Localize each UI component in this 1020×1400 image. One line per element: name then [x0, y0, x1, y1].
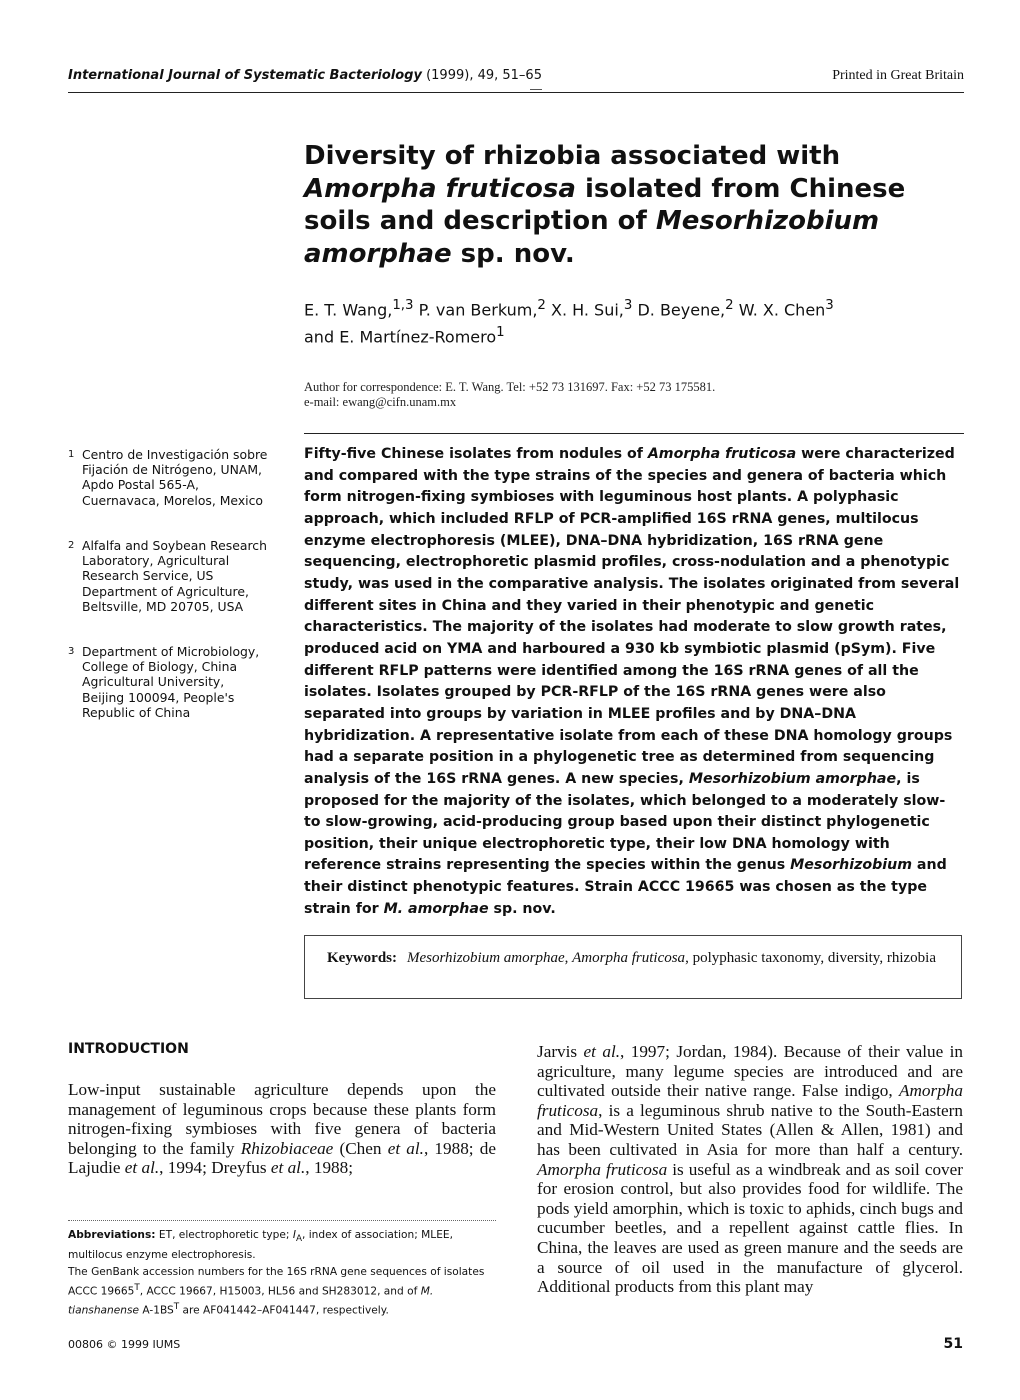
affiliation-3 — [68, 644, 268, 720]
body-text: (Chen — [333, 1138, 388, 1158]
affiliation-text: Department of Microbiology, College of Biology, China Agricultural University, Beijing 100094, People's Republic of China — [82, 644, 260, 720]
footnote-text: are AF041442–AF041447, respectively. — [179, 1304, 389, 1317]
journal-citation — [68, 68, 542, 83]
correspondence-email: e-mail: ewang@cifn.unam.mx — [304, 395, 457, 409]
body-text: Jarvis — [537, 1042, 584, 1061]
body-italic: et al. — [583, 1042, 621, 1061]
introduction-right-column — [537, 1042, 963, 1297]
type-strain-mark: T — [134, 1282, 140, 1293]
body-text: , 1994; Dreyfus — [159, 1158, 271, 1178]
title-species: Mesorhizobium amorphae — [304, 206, 880, 269]
footnote-label: Abbreviations: — [68, 1229, 156, 1241]
keywords-box — [304, 935, 962, 999]
author-list — [304, 294, 944, 349]
running-head — [68, 68, 964, 94]
keywords-label: Keywords: — [327, 950, 397, 966]
footnote-subscript: A — [295, 1234, 302, 1245]
author-affiliation-mark: 2 — [725, 298, 734, 313]
abstract-genus: Mesorhizobium — [790, 857, 912, 874]
article-title — [304, 140, 964, 270]
body-italic: et al. — [124, 1158, 160, 1178]
body-italic: et al. — [270, 1158, 306, 1178]
copyright-line: 00806 © 1999 IUMS — [68, 1338, 181, 1351]
author-affiliation-mark: 3 — [825, 298, 834, 313]
author-affiliation-mark: 2 — [537, 298, 546, 313]
body-text: , 1997; Jordan, 1984). Because of their value in agriculture, many legume species are introduced and are cultivated outside their native range. False indigo, — [537, 1042, 963, 1101]
affiliation-number: 1 — [68, 449, 75, 460]
body-text: , 1988; — [305, 1158, 353, 1178]
affiliation-1 — [68, 447, 268, 508]
footnote-text: The GenBank accession numbers for the 16S rRNA gene sequences of isolates ACCC 19665 — [68, 1266, 485, 1298]
footnote-text: ET, electrophoretic type; — [155, 1229, 293, 1241]
correspondence-note — [304, 380, 944, 410]
affiliation-number: 2 — [68, 540, 75, 551]
footnote-species: M. tianshanense — [68, 1285, 434, 1317]
introduction-left-column — [68, 1080, 496, 1178]
footnote-symbol: I — [292, 1229, 296, 1241]
author-name: D. Beyene, — [632, 300, 726, 320]
header-rule — [68, 92, 964, 93]
author-name: E. T. Wang, — [304, 300, 393, 320]
abstract-text: sp. nov. — [488, 900, 556, 917]
keywords — [327, 949, 947, 967]
keyword-species: Amorpha fruticosa — [572, 950, 686, 966]
author-affiliation-mark: 1 — [496, 325, 505, 341]
section-heading-introduction: INTRODUCTION — [68, 1041, 189, 1057]
printed-in-note: Printed in Great Britain — [832, 68, 964, 83]
footnote-abbreviations — [68, 1228, 496, 1263]
abstract-text: were characterized and compared with the type strains of the species and genera of bacteria which form nitrogen-fixing symbioses with leguminous host plants. A polyphasic approach, which included RFLP of PCR-amplified 16S rRNA genes, multilocus enzyme electrophoresis (MLEE), DNA–DNA hybridization, 16S rRNA gene sequencing, electrophoretic plasmid profiles, cross-nodulation and a phenotypic study, was used in the comparative analysis. The isolates originated from several different sites in China and they varied in their phenotypic and genetic characteristics. The majority of the isolates had moderate to slow growth rates, produced acid on YMA and harboured a 930 kb symbiotic plasmid (pSym). Five different RFLP patterns were identified among the 16S rRNA genes of all the isolates. Isolates grouped by PCR-RFLP of the 16S rRNA genes were also separated into groups by variation in MLEE profiles and by DNA–DNA hybridization. A representative isolate from each of these DNA homology groups had a separate position in a phylogenetic tree as determined from sequencing analysis of the 16S rRNA genes. A new species, — [304, 446, 960, 787]
author-name: X. H. Sui, — [545, 300, 624, 320]
footnote-text: , ACCC 19667, H15003, HL56 and SH283012, and of — [139, 1285, 421, 1298]
title-text: Diversity of rhizobia associated with — [304, 141, 841, 171]
affiliation-text: Centro de Investigación sobre Fijación de Nitrógeno, UNAM, Apdo Postal 565-A, Cuernavaca, Morelos, Mexico — [82, 447, 268, 508]
footnote-text: A-1BS — [139, 1304, 174, 1317]
author-affiliation-mark: 1,3 — [392, 298, 414, 313]
footnote-rule — [68, 1220, 496, 1221]
title-text: isolated from Chinese soils and description of — [304, 173, 906, 236]
author-name: and E. Martínez-Romero — [304, 327, 497, 347]
abstract — [304, 444, 964, 920]
body-text: Low-input sustainable agriculture depends upon the management of leguminous crops because these plants form nitrogen-fixing symbioses with five genera of bacteria belonging to the family — [68, 1080, 496, 1158]
abstract-text: and their distinct phenotypic features. Strain ACCC 19665 was chosen as the type strain for — [304, 857, 947, 917]
journal-volume: (1999), 49, 51–65 — [421, 68, 542, 83]
footnote-genbank — [68, 1265, 496, 1319]
page-number: 51 — [943, 1336, 963, 1352]
type-strain-mark: T — [173, 1301, 180, 1312]
keyword-separator: , — [564, 950, 573, 966]
body-italic: et al. — [387, 1138, 424, 1158]
abstract-text: , is proposed for the majority of the isolates, which belonged to a moderately slow- to slow-growing, acid-producing group based upon their distinct phylogenetic position, their unique electrophoretic type, their low DNA homology with reference strains representing the species within the genus — [304, 770, 946, 874]
author-name: W. X. Chen — [733, 300, 826, 320]
keyword-species: Mesorhizobium amorphae — [407, 950, 565, 966]
body-text: , 1988; de Lajudie — [68, 1138, 496, 1178]
journal-name: International Journal of Systematic Bacteriology — [68, 68, 422, 83]
affiliation-2 — [68, 538, 268, 614]
body-text: , is a leguminous shrub native to the South-Eastern and Mid-Western United States (Allen & Allen, 1981) and has been cultivated in Asia for more than half a century. — [537, 1100, 963, 1159]
keywords-list — [407, 949, 947, 967]
abstract-species: M. amorphae — [383, 900, 489, 917]
body-italic: Rhizobiaceae — [240, 1138, 334, 1158]
abstract-rule — [304, 433, 964, 434]
affiliation-text: Alfalfa and Soybean Research Laboratory, Agricultural Research Service, US Department of Agriculture, Beltsville, MD 20705, USA — [82, 538, 267, 614]
footnote-text: , index of association; MLEE, multilocus enzyme electrophoresis. — [68, 1229, 453, 1261]
keyword-text: , polyphasic taxonomy, diversity, rhizobia — [685, 950, 936, 966]
title-species: Amorpha fruticosa — [304, 173, 576, 204]
body-italic: Amorpha fruticosa — [537, 1159, 668, 1179]
abstract-text: Fifty-five Chinese isolates from nodules of — [304, 446, 648, 462]
body-text: is useful as a windbreak and as soil cover for erosion control, but also provides food for wildlife. The pods yield amorphin, which is toxic to aphids, cinch bugs and cucumber beetles, and a repellent against cattle flies. In China, the leaves are used as green manure and the seeds are a source of oil used in the manufacture of glycerol. Additional products from this plant may — [537, 1159, 963, 1297]
abstract-species: Mesorhizobium amorphae — [688, 770, 897, 787]
author-name: P. van Berkum, — [413, 300, 538, 320]
affiliation-number: 3 — [68, 646, 75, 657]
author-affiliation-mark: 3 — [623, 298, 633, 313]
correspondence-contact: Author for correspondence: E. T. Wang. Tel: +52 73 131697. Fax: +52 73 175581. — [304, 380, 716, 394]
abstract-species: Amorpha fruticosa — [647, 446, 797, 462]
title-text: sp. nov. — [451, 238, 575, 269]
header-rule-mark — [530, 89, 542, 90]
body-italic: Amorpha fruticosa — [537, 1081, 963, 1120]
